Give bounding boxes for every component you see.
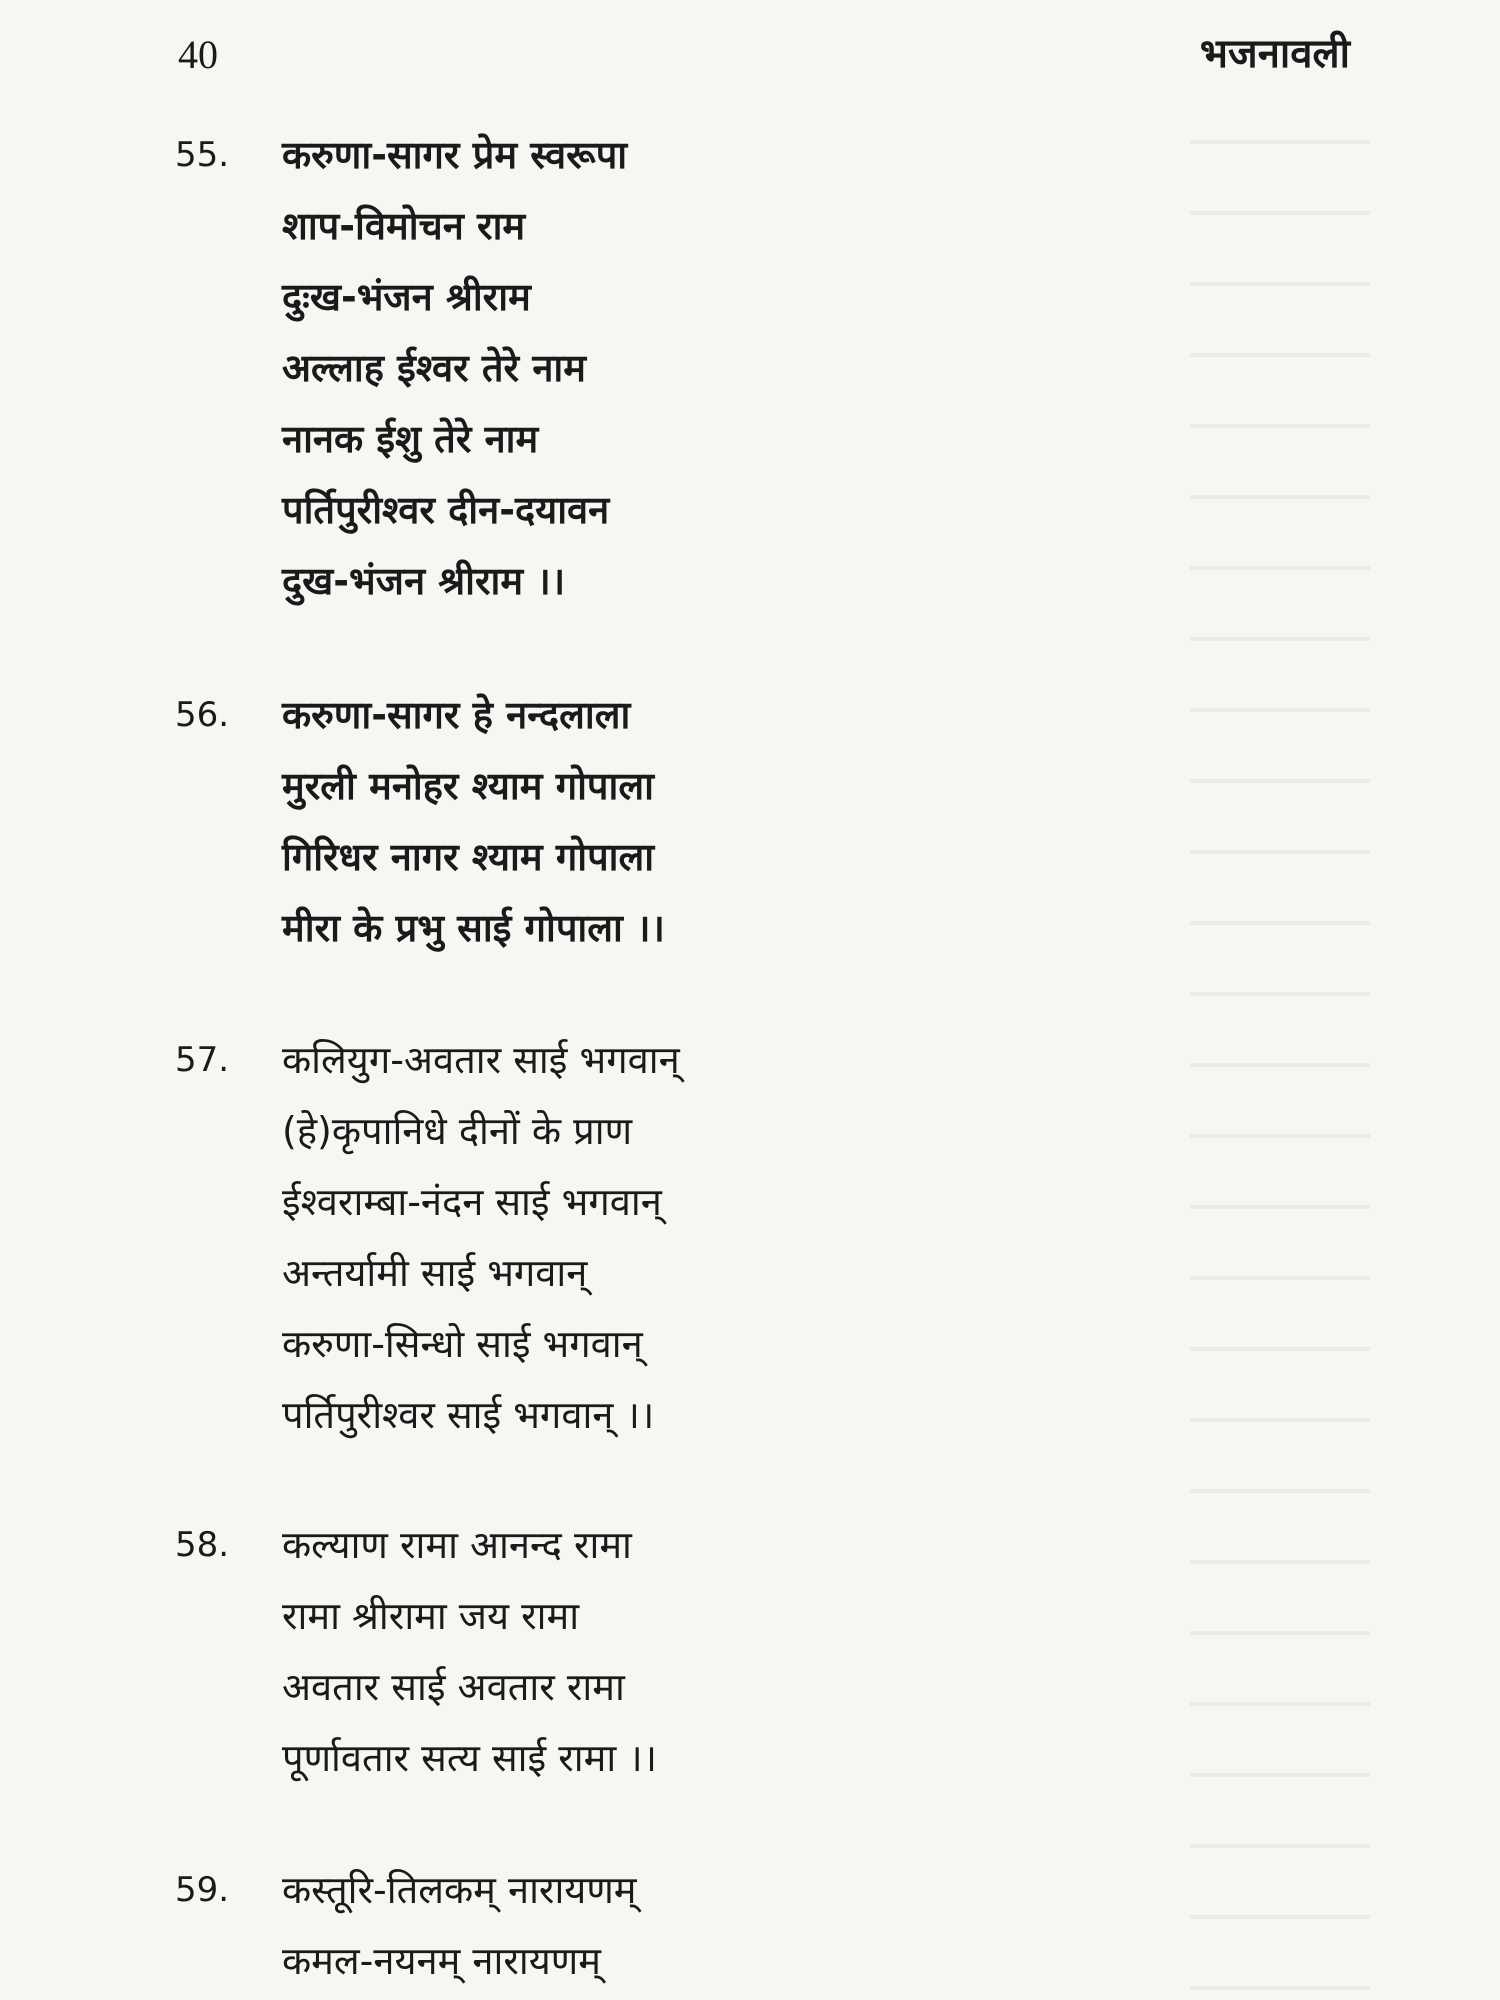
bhajan-number: 57.	[175, 1040, 230, 1080]
bhajan-line: नानक ईशु तेरे नाम	[282, 417, 539, 461]
bhajan-line: पर्तिपुरीश्वर साई भगवान् ।।	[282, 1393, 655, 1437]
bhajan-line: शाप-विमोचन राम	[282, 204, 526, 248]
bhajan-line: अल्लाह ईश्वर तेरे नाम	[282, 346, 586, 390]
bhajan-line: गिरिधर नागर श्याम गोपाला	[282, 835, 655, 879]
page-number: 40	[178, 32, 218, 77]
bhajan-lines	[282, 120, 627, 617]
bhajan-line: करुणा-सागर प्रेम स्वरूपा	[282, 133, 628, 177]
bhajan-lines	[282, 1025, 680, 1451]
bhajan-line: (हे)कृपानिधे दीनों के प्राण	[282, 1109, 633, 1153]
bhajan-line: पर्तिपुरीश्वर दीन-दयावन	[282, 488, 610, 532]
running-head: भजनावली	[1199, 31, 1350, 77]
bhajan-number: 55.	[175, 135, 230, 175]
bhajan-line: ईश्वराम्बा-नंदन साई भगवान्	[282, 1180, 662, 1224]
bhajan-line: कस्तूरि-तिलकम् नारायणम्	[282, 1868, 637, 1912]
bhajan-lines	[282, 1510, 657, 1794]
bhajan-line: पूर्णावतार सत्य साई रामा ।।	[282, 1736, 658, 1780]
bhajan-line: अन्तर्यामी साई भगवान्	[282, 1251, 588, 1295]
bhajan-lines	[282, 680, 665, 964]
bhajan-number: 59.	[175, 1870, 230, 1910]
bhajan-line: रामा श्रीरामा जय रामा	[282, 1594, 580, 1638]
bhajan-line: करुणा-सिन्धो साई भगवान्	[282, 1322, 643, 1366]
bhajan-line: करुणा-सागर हे नन्दलाला	[282, 693, 631, 737]
bleed-through-shadow	[1190, 140, 1370, 2000]
bhajan-line: कल्याण रामा आनन्द रामा	[282, 1523, 632, 1567]
bhajan-line: दुख-भंजन श्रीराम ।।	[282, 559, 566, 603]
bhajan-line: दुःख-भंजन श्रीराम	[282, 275, 531, 319]
bhajan-number: 56.	[175, 695, 230, 735]
bhajan-line: मुरली मनोहर श्याम गोपाला	[282, 764, 654, 808]
bhajan-line: कलियुग-अवतार साई भगवान्	[282, 1038, 680, 1082]
bhajan-line: मीरा के प्रभु साई गोपाला ।।	[282, 906, 665, 950]
bhajan-line: अवतार साई अवतार रामा	[282, 1665, 625, 1709]
bhajan-number: 58.	[175, 1525, 230, 1565]
bhajan-lines	[282, 1855, 637, 1997]
bhajan-line: कमल-नयनम् नारायणम्	[282, 1939, 601, 1983]
